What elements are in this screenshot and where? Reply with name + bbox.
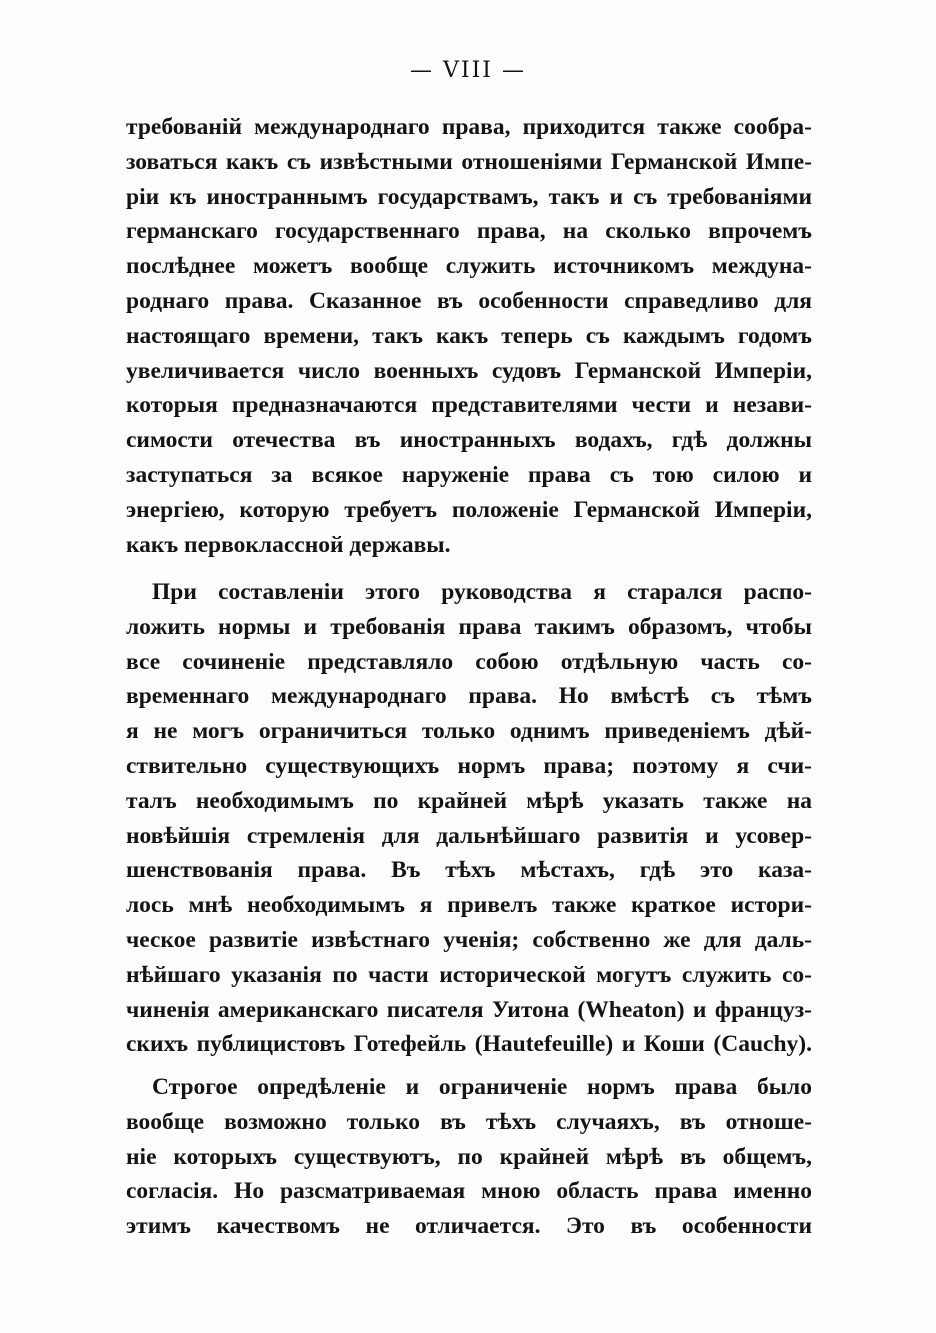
paragraph-3	[126, 1070, 812, 1244]
text-line: требованій международнаго права, приходится также сообра-	[126, 114, 812, 140]
text-line: которыя предназначаются представителями чести и незави-	[126, 392, 812, 419]
text-line: все сочиненіе представляло собою отдѣльную часть со-	[126, 648, 812, 675]
text-line: ложить нормы и требованія права такимъ образомъ, чтобы	[126, 613, 812, 640]
page-number-header: — VIII —	[410, 58, 526, 83]
text-line: ніе которыхъ существуютъ, по крайней мѣрѣ въ общемъ,	[126, 1143, 812, 1170]
text-line: шенствованія права. Въ тѣхъ мѣстахъ, гдѣ это каза-	[126, 857, 812, 884]
text-line: симости отечества въ иностранныхъ водахъ, гдѣ должны	[126, 427, 812, 454]
text-line: ріи къ иностраннымъ государствамъ, такъ и съ требованіями	[126, 183, 812, 210]
paragraph-2	[126, 575, 812, 1062]
paragraph-1	[126, 110, 812, 562]
text-line: заступаться за всякое наруженіе права съ тою силою и	[126, 461, 812, 488]
text-line: временнаго международнаго права. Но вмѣстѣ съ тѣмъ	[126, 683, 812, 710]
text-line: этимъ качествомъ не отличается. Это въ особенности	[126, 1213, 812, 1240]
text-line: настоящаго времени, такъ какъ теперь съ каждымъ годомъ	[126, 322, 812, 349]
text-line: какъ первоклассной державы.	[126, 531, 451, 558]
text-line: я не могъ ограничиться только однимъ приведеніемъ дѣй-	[126, 718, 812, 745]
text-line: лось мнѣ необходимымъ я привелъ также краткое истори-	[126, 892, 812, 919]
text-line: При составленіи этого руководства я старался распо-	[152, 579, 812, 605]
text-line: вообще возможно только въ тѣхъ случаяхъ, въ отноше-	[126, 1108, 812, 1135]
text-line: роднаго права. Сказанное въ особенности справедливо для	[126, 287, 812, 314]
text-line: скихъ публицистовъ Готефейль (Hautefeuille) и Коши (Cauchy).	[126, 1031, 812, 1058]
text-line: чиненія американскаго писателя Уитона (Wheaton) и француз-	[126, 996, 812, 1023]
text-line: энергіею, которую требуетъ положеніе Германской Имперіи,	[126, 496, 812, 523]
text-line: талъ необходимымъ по крайней мѣрѣ указать также на	[126, 787, 812, 814]
text-line: послѣднее можетъ вообще служить источникомъ междуна-	[126, 253, 812, 280]
text-line: новѣйшія стремленія для дальнѣйшаго развитія и усовер-	[126, 822, 812, 849]
text-line: увеличивается число военныхъ судовъ Германской Имперіи,	[126, 357, 812, 384]
text-line: ческое развитіе извѣстнаго ученія; собственно же для даль-	[126, 926, 812, 953]
text-line: нѣйшаго указанія по части исторической могутъ служить со-	[126, 961, 812, 988]
text-line: ствительно существующихъ нормъ права; поэтому я счи-	[126, 752, 812, 779]
text-line: согласія. Но разсматриваемая мною область права именно	[126, 1178, 812, 1205]
text-line: германскаго государственнаго права, на сколько впрочемъ	[126, 218, 812, 245]
text-line: Строгое опредѣленіе и ограниченіе нормъ права было	[152, 1074, 812, 1100]
text-line: зоваться какъ съ извѣстными отношеніями Германской Импе-	[126, 148, 812, 175]
